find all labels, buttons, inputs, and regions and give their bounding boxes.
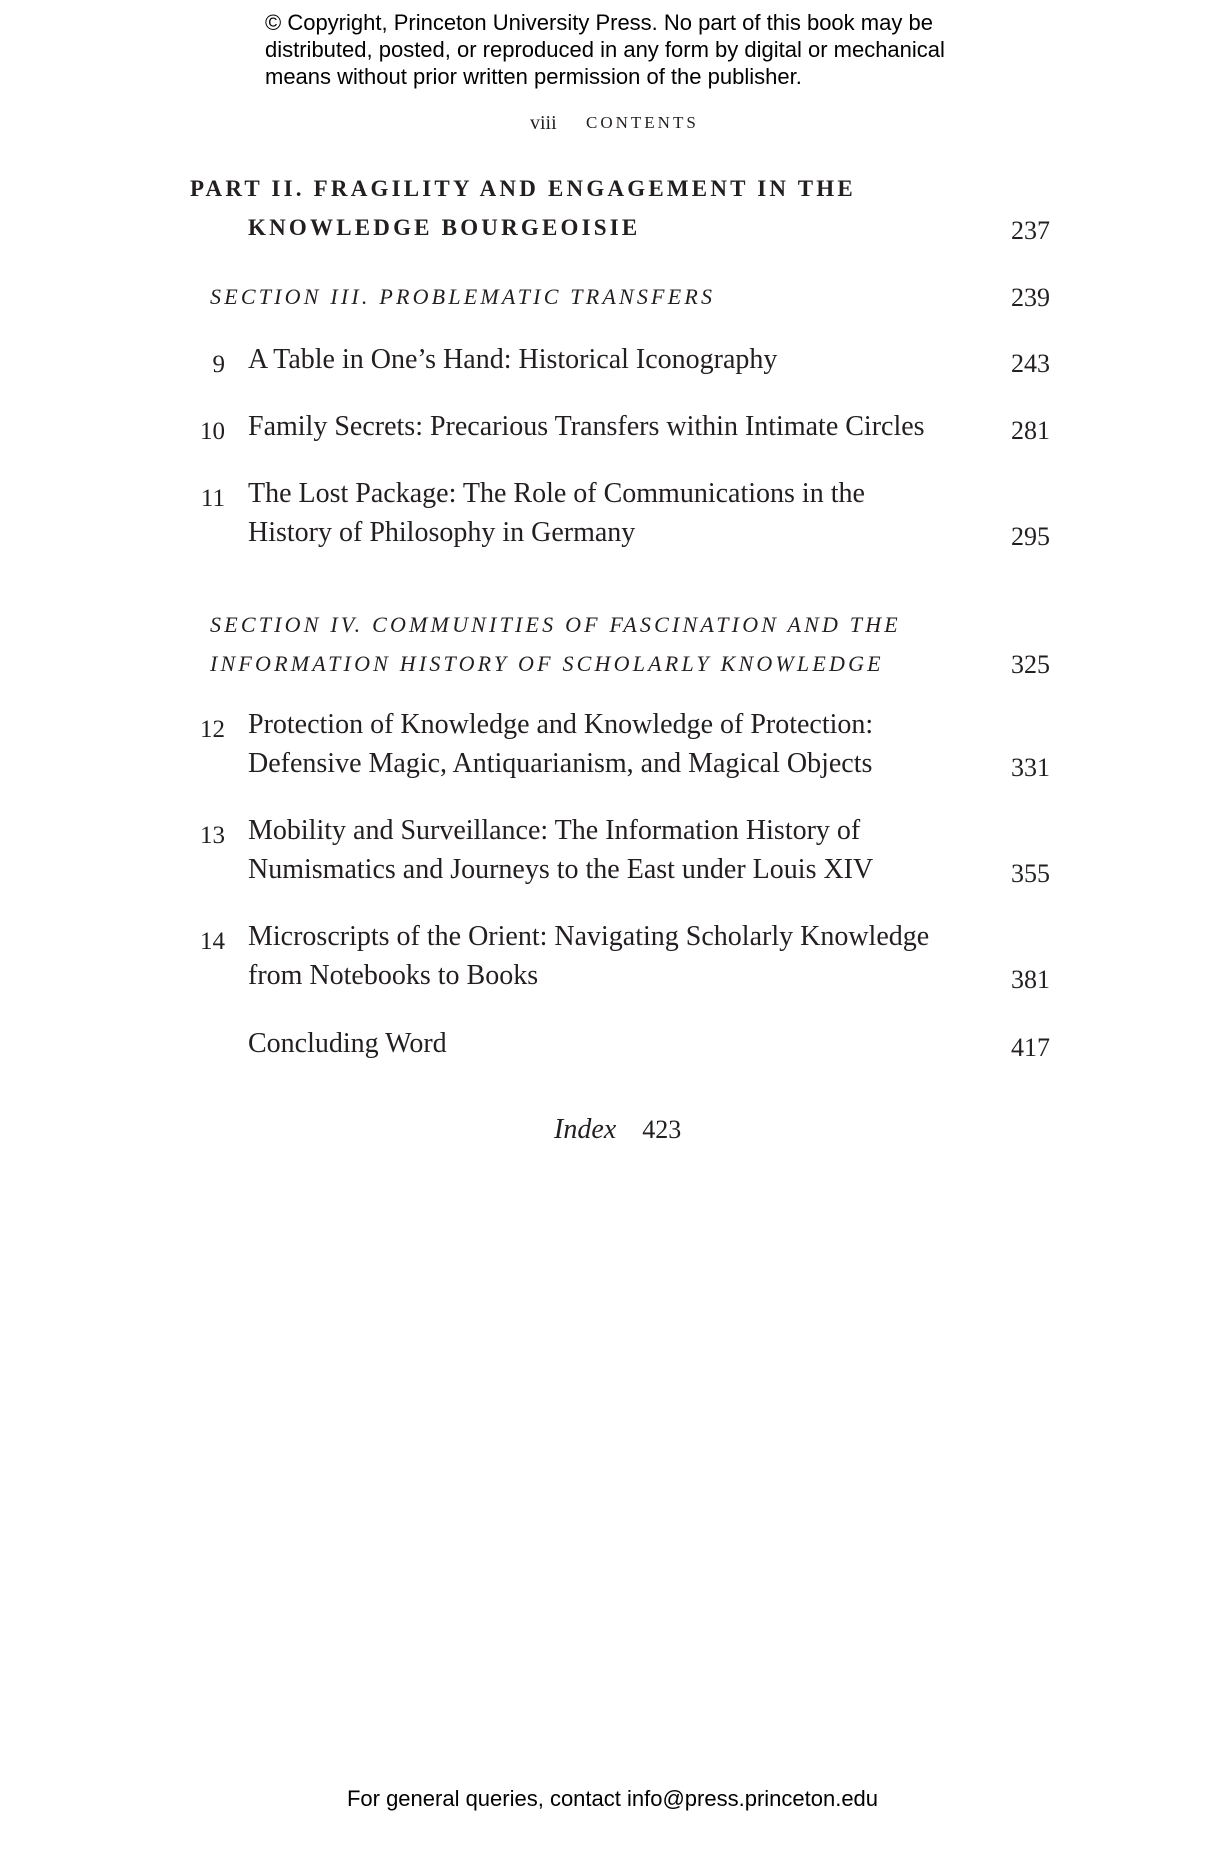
chapter-12-page-number: 331 [1011,753,1050,782]
copyright-notice [265,9,985,90]
chapter-12-title-line-2: Defensive Magic, Antiquarianism, and Magical Objects [248,748,873,779]
copyright-line-1: © Copyright, Princeton University Press. No part of this book may be [265,10,933,35]
concluding-word-title: Concluding Word [248,1028,447,1059]
chapter-11-title-line-2: History of Philosophy in Germany [248,517,636,548]
index-label: Index [554,1114,617,1145]
section-3-page-number: 239 [1011,283,1050,312]
chapter-12-title-line-1: Protection of Knowledge and Knowledge of Protection: [248,709,874,740]
chapter-13-page-number: 355 [1011,859,1050,888]
chapter-13-title-line-2: Numismatics and Journeys to the East under Louis XIV [248,854,874,885]
copyright-line-2: distributed, posted, or reproduced in any form by digital or mechanical [265,37,945,62]
section-4-title-line-1: SECTION IV. COMMUNITIES OF FASCINATION AND THE [210,612,901,637]
chapter-13-title-line-1: Mobility and Surveillance: The Information History of [248,815,861,846]
chapter-10-number: 10 [200,418,225,445]
index-entry [554,1114,681,1146]
chapter-10-title: Family Secrets: Precarious Transfers within Intimate Circles [248,411,925,442]
chapter-11-page-number: 295 [1011,522,1050,551]
section-4-title-line-2: INFORMATION HISTORY OF SCHOLARLY KNOWLEDGE [210,651,884,676]
chapter-10-page-number: 281 [1011,416,1050,445]
chapter-9-page-number: 243 [1011,349,1050,378]
chapter-9-title: A Table in One’s Hand: Historical Iconography [248,344,778,375]
chapter-13-number: 13 [200,822,225,849]
part-heading-line-1: PART II. FRAGILITY AND ENGAGEMENT IN THE [190,176,856,201]
running-head-title: CONTENTS [586,113,699,132]
section-3-title: SECTION III. PROBLEMATIC TRANSFERS [210,284,716,309]
part-heading-line-2: KNOWLEDGE BOURGEOISIE [248,215,641,240]
chapter-14-title-line-1: Microscripts of the Orient: Navigating Scholarly Knowledge [248,921,930,952]
chapter-11-title-line-1: The Lost Package: The Role of Communications in the [248,478,865,509]
chapter-12-number: 12 [200,716,225,743]
chapter-11-number: 11 [200,485,225,512]
chapter-14-page-number: 381 [1011,965,1050,994]
copyright-line-3: means without prior written permission of the publisher. [265,64,802,89]
footer-contact: For general queries, contact info@press.princeton.edu [346,1786,879,1811]
chapter-14-title-line-2: from Notebooks to Books [248,960,539,991]
chapter-9-number: 9 [212,351,225,378]
concluding-word-page-number: 417 [1011,1033,1050,1062]
chapter-14-number: 14 [200,928,225,955]
section-4-page-number: 325 [1011,650,1050,679]
index-page-number: 423 [642,1115,682,1144]
page-folio: viii [530,112,557,134]
part-page-number: 237 [1011,216,1050,245]
